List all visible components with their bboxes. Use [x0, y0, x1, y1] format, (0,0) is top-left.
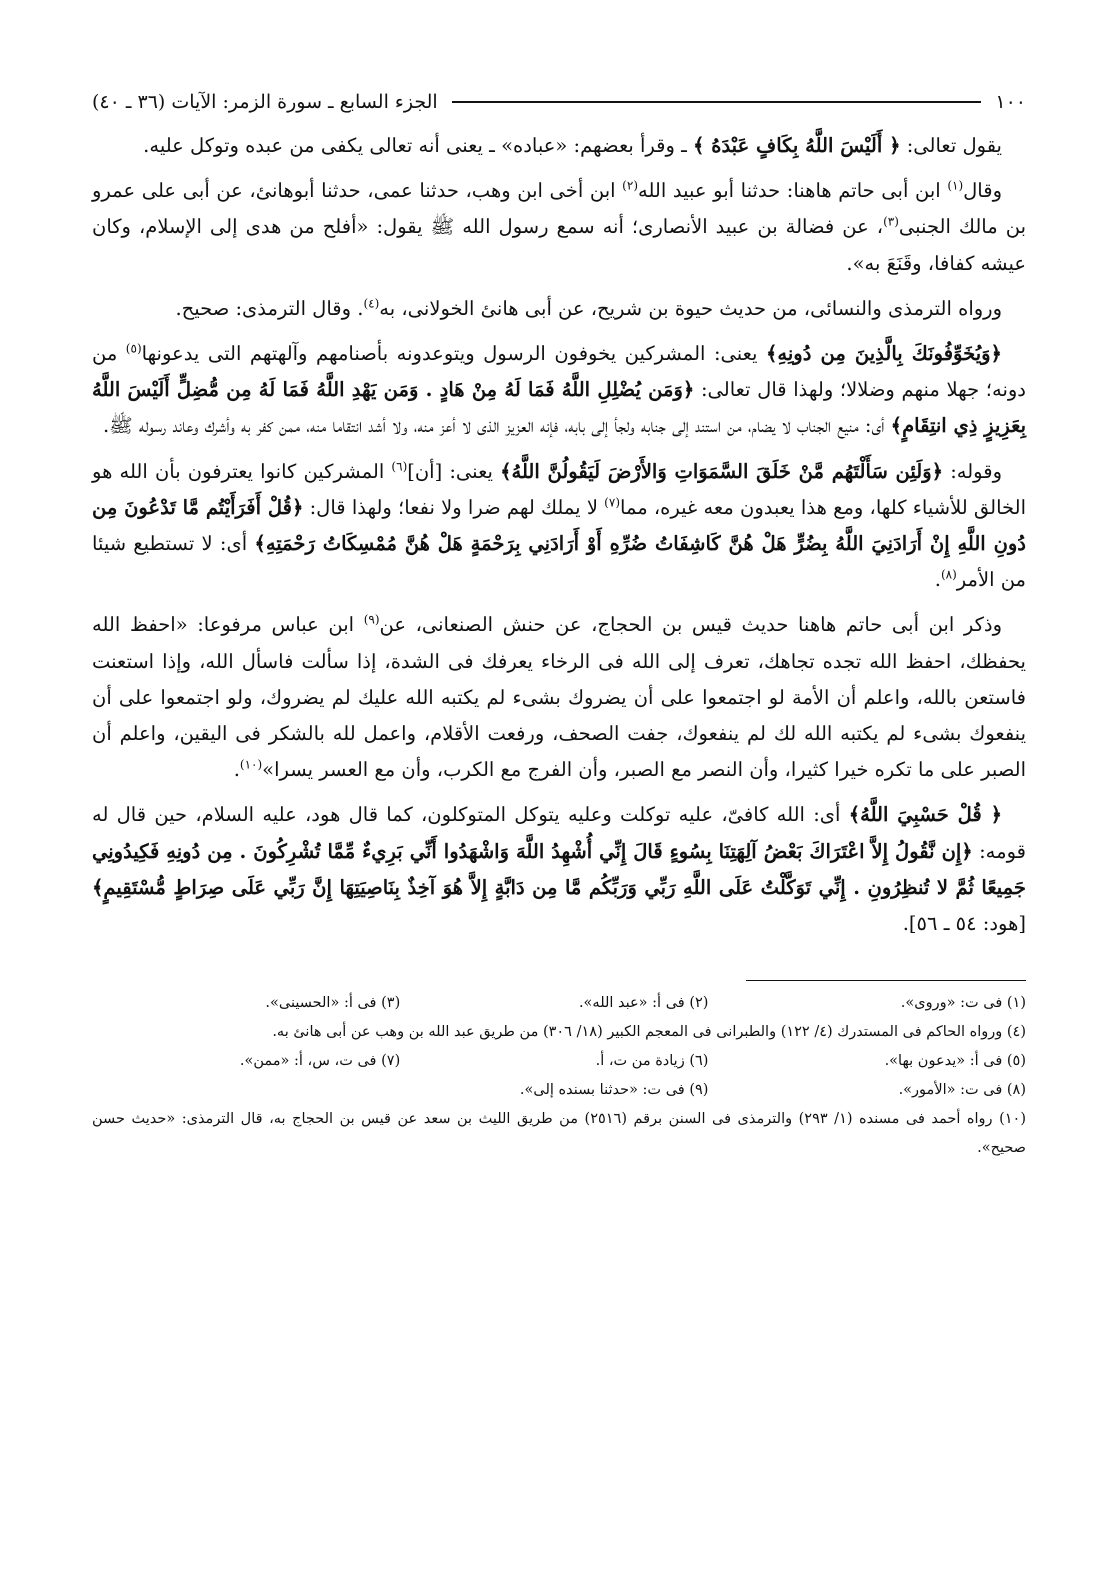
- quran-verse: ﴿ أَلَيْسَ اللَّهُ بِكَافٍ عَبْدَهُ ﴾: [693, 134, 901, 157]
- text-run: . وقال الترمذى: صحيح.: [175, 296, 364, 320]
- paragraph-3: [92, 291, 1026, 327]
- footnote-2: (٢) فى أ: «عبد الله».: [578, 995, 709, 1012]
- text-run: ـ وقرأ بعضهم: «عباده» ـ يعنى أنه تعالى يكفى من عبده وتوكل عليه.: [143, 134, 694, 157]
- text-run: وذكر ابن أبى حاتم هاهنا حديث قيس بن الحجاج، عن حنش الصنعانى، عن: [379, 613, 1002, 637]
- text-run: المشركين كانوا يعترفون بأن الله هو الخالق للأشياء كلها، ومع هذا يعبدون معه غيره، مما: [92, 459, 1026, 519]
- text-run: .: [233, 758, 240, 782]
- page-header: [92, 84, 1026, 120]
- footnote-ref: (١٠): [239, 757, 263, 772]
- text-run: أى: الله كافىّ، عليه توكلت وعليه يتوكل المتوكلون، كما قال هود، عليه السلام، حين قال له قومه:: [92, 803, 1026, 863]
- quran-verse: ﴿إِن نَّقُولُ إِلاَّ اعْتَرَاكَ بَعْضُ آلِهَتِنَا بِسُوءٍ قَالَ إِنِّي أُشْهِدُ اللَّهَ وَاشْهَدُوا أَنِّي بَرِيءٌ مِّمَّا تُشْرِكُونَ . مِن دُونِهِ فَكِيدُونِي جَمِيعًا ثُمَّ لا تُنظِرُونِ . إِنِّي تَوَكَّلْتُ عَلَى اللَّهِ رَبِّي وَرَبِّكُم مَّا مِن دَابَّةٍ إِلاَّ هُوَ آخِذٌ بِنَاصِيَتِهَا إِنَّ رَبِّي عَلَى صِرَاطٍ مُّسْتَقِيمٍ﴾: [92, 839, 1026, 899]
- footnote-7: (٧) فى ت، س، أ: «ممن».: [239, 1053, 401, 1070]
- footnote-row: [92, 989, 1026, 1018]
- text-run: أى: منيع الجناب لا يضام، من استند إلى جنابه ولجأ إلى بابه، فإنه العزيز الذى لا أعز منه، ولا أشد انتقاما منه، ممن كفر به وأشرك وعاند رسوله ﷺ.: [102, 414, 891, 438]
- text-run: ابن أبى حاتم هاهنا: حدثنا أبو عبيد الله: [638, 179, 948, 203]
- paragraph-2: [92, 173, 1026, 282]
- quran-verse: ﴿وَمَن يُضْلِلِ اللَّهُ فَمَا لَهُ مِنْ هَادٍ . وَمَن يَهْدِ اللَّهُ فَمَا لَهُ مِن مُّضِلٍّ أَلَيْسَ اللَّهُ بِعَزِيزٍ ذِي انتِقَامٍ﴾: [92, 378, 1026, 438]
- footnote-ref: (٨): [940, 567, 957, 582]
- text-run: أى: لا تستطيع شيئا من الأمر: [92, 532, 1026, 592]
- paragraph-5: [92, 454, 1026, 599]
- footnote-8: (٨) فى ت: «الأمور».: [898, 1082, 1026, 1099]
- quran-verse: ﴿قُلْ أَفَرَأَيْتُم مَّا تَدْعُونَ مِن دُونِ اللَّهِ إِنْ أَرَادَنِيَ اللَّهُ بِضُرٍّ هَلْ هُنَّ كَاشِفَاتُ ضُرِّهِ أَوْ أَرَادَنِي بِرَحْمَةٍ هَلْ هُنَّ مُمْسِكَاتُ رَحْمَتِهِ﴾: [92, 495, 1026, 556]
- footnote-ref: (٤): [363, 296, 380, 311]
- text-run: وقوله:: [943, 459, 1002, 483]
- header-rule: [452, 101, 982, 103]
- footnote-10: (١٠) رواه أحمد فى مسنده (١/ ٢٩٣) والترمذى فى السنن برقم (٢٥١٦) من طريق الليث بن سعد عن قيس بن الحجاج به، قال الترمذى: «حديث حسن صحيح».: [92, 1111, 1026, 1157]
- main-text: [92, 128, 1026, 942]
- paragraph-7: [92, 797, 1026, 942]
- text-run: ابن عباس مرفوعا: «احفظ الله يحفظك، احفظ الله تجده تجاهك، تعرف إلى الله فى الرخاء يعرفك فى الشدة، إذا سألت فاسأل الله، وإذا استعنت فاستعن بالله، واعلم أن الأمة لو اجتمعوا على أن يضروك بشىء لم يكتبه الله عليك لم يضروك، ولو اجتمعوا على أن ينفعوك بشىء لم يكتبه الله لك لم ينفعوك، جفت الصحف، ورفعت الأقلام، واعمل لله بالشكر فى اليقين، واعلم أن الصبر على ما تكره خيرا كثيرا، وأن النصر مع الصبر، وأن الفرج مع الكرب، وأن مع العسر يسرا»: [92, 613, 1026, 782]
- text-run: من دونه؛ جهلا منهم وضلالا؛ ولهذا قال تعالى:: [92, 342, 1026, 402]
- footnote-ref: (٧): [604, 495, 620, 510]
- footnote-3: (٣) فى أ: «الحسينى».: [265, 995, 401, 1012]
- text-run: ، عن فضالة بن عبيد الأنصارى؛ أنه سمع رسول الله ﷺ يقول: «أفلح من هدى إلى الإسلام، وكان عيشه كفافا، وقَنَعَ به».: [92, 215, 1026, 275]
- footnote-ref: (٦): [391, 459, 408, 474]
- footnote-ref: (٣): [883, 214, 899, 229]
- paragraph-6: [92, 607, 1026, 788]
- text-run: .: [934, 568, 941, 592]
- footnote-empty: [92, 1076, 400, 1105]
- footnote-5: (٥) فى أ: «يدعون بها».: [884, 1053, 1026, 1070]
- book-page: [92, 84, 1026, 1527]
- footnote-row: [92, 1076, 1026, 1105]
- footnote-4: (٤) ورواه الحاكم فى المستدرك (٤/ ١٢٢) والطبرانى فى المعجم الكبير (١٨/ ٣٠٦) من طريق عبد الله بن وهب عن أبى هانئ به.: [272, 1024, 1026, 1041]
- footnote-1: (١) فى ت: «وروى».: [900, 995, 1026, 1012]
- footnote-separator: [746, 980, 1026, 981]
- quran-verse: ﴿وَيُخَوِّفُونَكَ بِالَّذِينَ مِن دُونِهِ﴾: [766, 342, 1002, 366]
- text-run: يعنى: [أن]: [407, 459, 501, 483]
- footnote-ref: (٥): [125, 341, 142, 356]
- page-number: ١٠٠: [995, 91, 1026, 113]
- quran-verse: ﴿ قُلْ حَسْبِيَ اللَّهُ﴾: [848, 803, 1003, 827]
- footnote-ref: (٩): [363, 612, 380, 627]
- text-run: وقال: [963, 179, 1002, 203]
- footnote-6: (٦) زيادة من ت، أ.: [595, 1053, 709, 1070]
- quran-verse: ﴿وَلَئِن سَأَلْتَهُم مَّنْ خَلَقَ السَّمَوَاتِ وَالأَرْضَ لَيَقُولُنَّ اللَّهُ﴾: [500, 459, 944, 483]
- text-run: لا يملك لهم ضرا ولا نفعا؛ ولهذا قال:: [303, 495, 605, 519]
- text-run: يقول تعالى:: [900, 134, 1002, 157]
- footnote-row: [92, 1047, 1026, 1076]
- text-run: [هود: ٥٤ ـ ٥٦].: [902, 912, 1026, 936]
- footnote-9: (٩) فى ت: «حدثنا بسنده إلى».: [519, 1082, 709, 1099]
- text-run: ابن أخى ابن وهب، حدثنا عمى، حدثنا أبوهانئ، عن أبى على عمرو بن مالك الجنبى: [92, 179, 1027, 239]
- paragraph-1: [92, 128, 1026, 164]
- text-run: يعنى: المشركين يخوفون الرسول ويتوعدونه بأصنامهم وآلهتهم التى يدعونها: [141, 342, 766, 366]
- footnote-ref: (٢): [622, 178, 638, 193]
- footnote-ref: (١): [947, 178, 964, 193]
- text-run: ورواه الترمذى والنسائى، من حديث حيوة بن شريح، عن أبى هانئ الخولانى، به: [379, 296, 1002, 320]
- running-title: الجزء السابع ـ سورة الزمر: الآيات (٣٦ ـ ٤٠): [92, 91, 438, 113]
- paragraph-4: [92, 336, 1026, 445]
- footnotes: [92, 989, 1026, 1163]
